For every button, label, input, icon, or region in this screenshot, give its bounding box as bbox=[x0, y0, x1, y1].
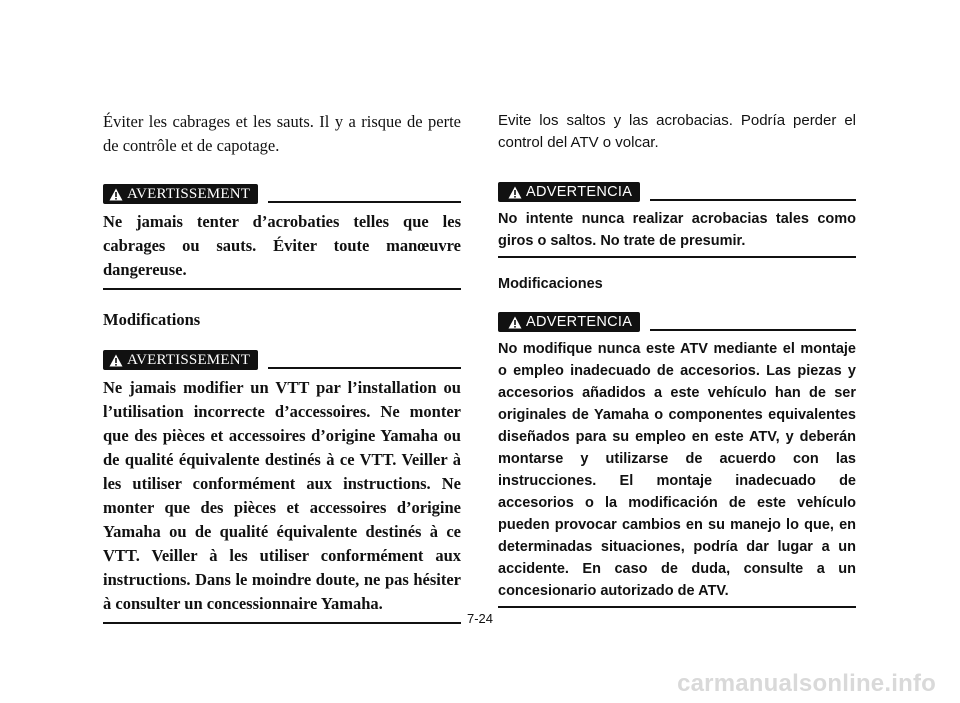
french-section-title: Modifications bbox=[103, 310, 201, 329]
french-warning-badge-2 bbox=[103, 350, 258, 370]
french-warning-header-2 bbox=[103, 344, 461, 370]
french-warning-text-1: Ne jamais tenter d’acrobaties telles que les cabrages ou sauts. Éviter toute manœuvre dangereuse. bbox=[103, 210, 461, 290]
warning-triangle-icon bbox=[109, 354, 123, 367]
spanish-warning-badge-2 bbox=[498, 312, 640, 332]
header-rule bbox=[268, 201, 461, 203]
spanish-warning-text-1: No intente nunca realizar acrobacias tales como giros o saltos. No trate de presumir. bbox=[498, 208, 856, 258]
page-number: 7-24 bbox=[466, 611, 494, 626]
french-intro: Éviter les cabrages et les sauts. Il y a risque de perte de contrôle et de capotage. bbox=[103, 112, 461, 155]
spanish-warning-label-1: ADVERTENCIA bbox=[526, 184, 633, 200]
watermark: carmanualsonline.info bbox=[677, 670, 936, 697]
header-rule bbox=[268, 367, 461, 369]
spanish-warning-text-2: No modifique nunca este ATV mediante el montaje o empleo inadecuado de accesorios. Las piezas y accesorios añadidos a este vehículo han de ser originales de Yamaha o componentes equivalentes diseñados para su empleo en este ATV, y deberán montarse y utilizarse de acuerdo con las instrucciones. El montaje inadecuado de accesorios o la modificación de este vehículo pueden provocar cambios en su manejo lo que, en determinadas situaciones, podría dar lugar a un accidente. En caso de duda, consulte a un concesionario autorizado de ATV. bbox=[498, 338, 856, 608]
french-column bbox=[103, 110, 461, 624]
french-warning-label-2: AVERTISSEMENT bbox=[127, 351, 251, 368]
french-warning-label-1: AVERTISSEMENT bbox=[127, 185, 251, 202]
french-warning-header-1 bbox=[103, 178, 461, 204]
warning-triangle-icon bbox=[508, 186, 522, 199]
header-rule bbox=[650, 329, 856, 331]
spanish-section-title: Modificaciones bbox=[498, 276, 603, 292]
warning-triangle-icon bbox=[109, 188, 123, 201]
spanish-warning-badge-1 bbox=[498, 182, 640, 202]
warning-triangle-icon bbox=[508, 316, 522, 329]
french-warning-badge-1 bbox=[103, 184, 258, 204]
spanish-warning-header-2 bbox=[498, 306, 856, 332]
french-warning-text-2: Ne jamais modifier un VTT par l’installation ou l’utilisation incorrecte d’accessoires. Ne monter que des pièces et accessoires d’origine Yamaha ou de qualité équivalente destinés à ce VTT. Veiller à les utiliser conformément aux instructions. Ne monter que des pièces et accessoires d’origine Yamaha ou de qualité équivalente destinés à ce VTT. Veiller à les utiliser conformément aux instructions. Dans le moindre doute, ne pas hésiter à consulter un concessionnaire Yamaha. bbox=[103, 376, 461, 624]
spanish-intro: Evite los saltos y las acrobacias. Podría perder el control del ATV o volcar. bbox=[498, 112, 856, 151]
spanish-column bbox=[498, 110, 856, 608]
spanish-warning-header-1 bbox=[498, 176, 856, 202]
spanish-warning-label-2: ADVERTENCIA bbox=[526, 314, 633, 330]
header-rule bbox=[650, 199, 856, 201]
